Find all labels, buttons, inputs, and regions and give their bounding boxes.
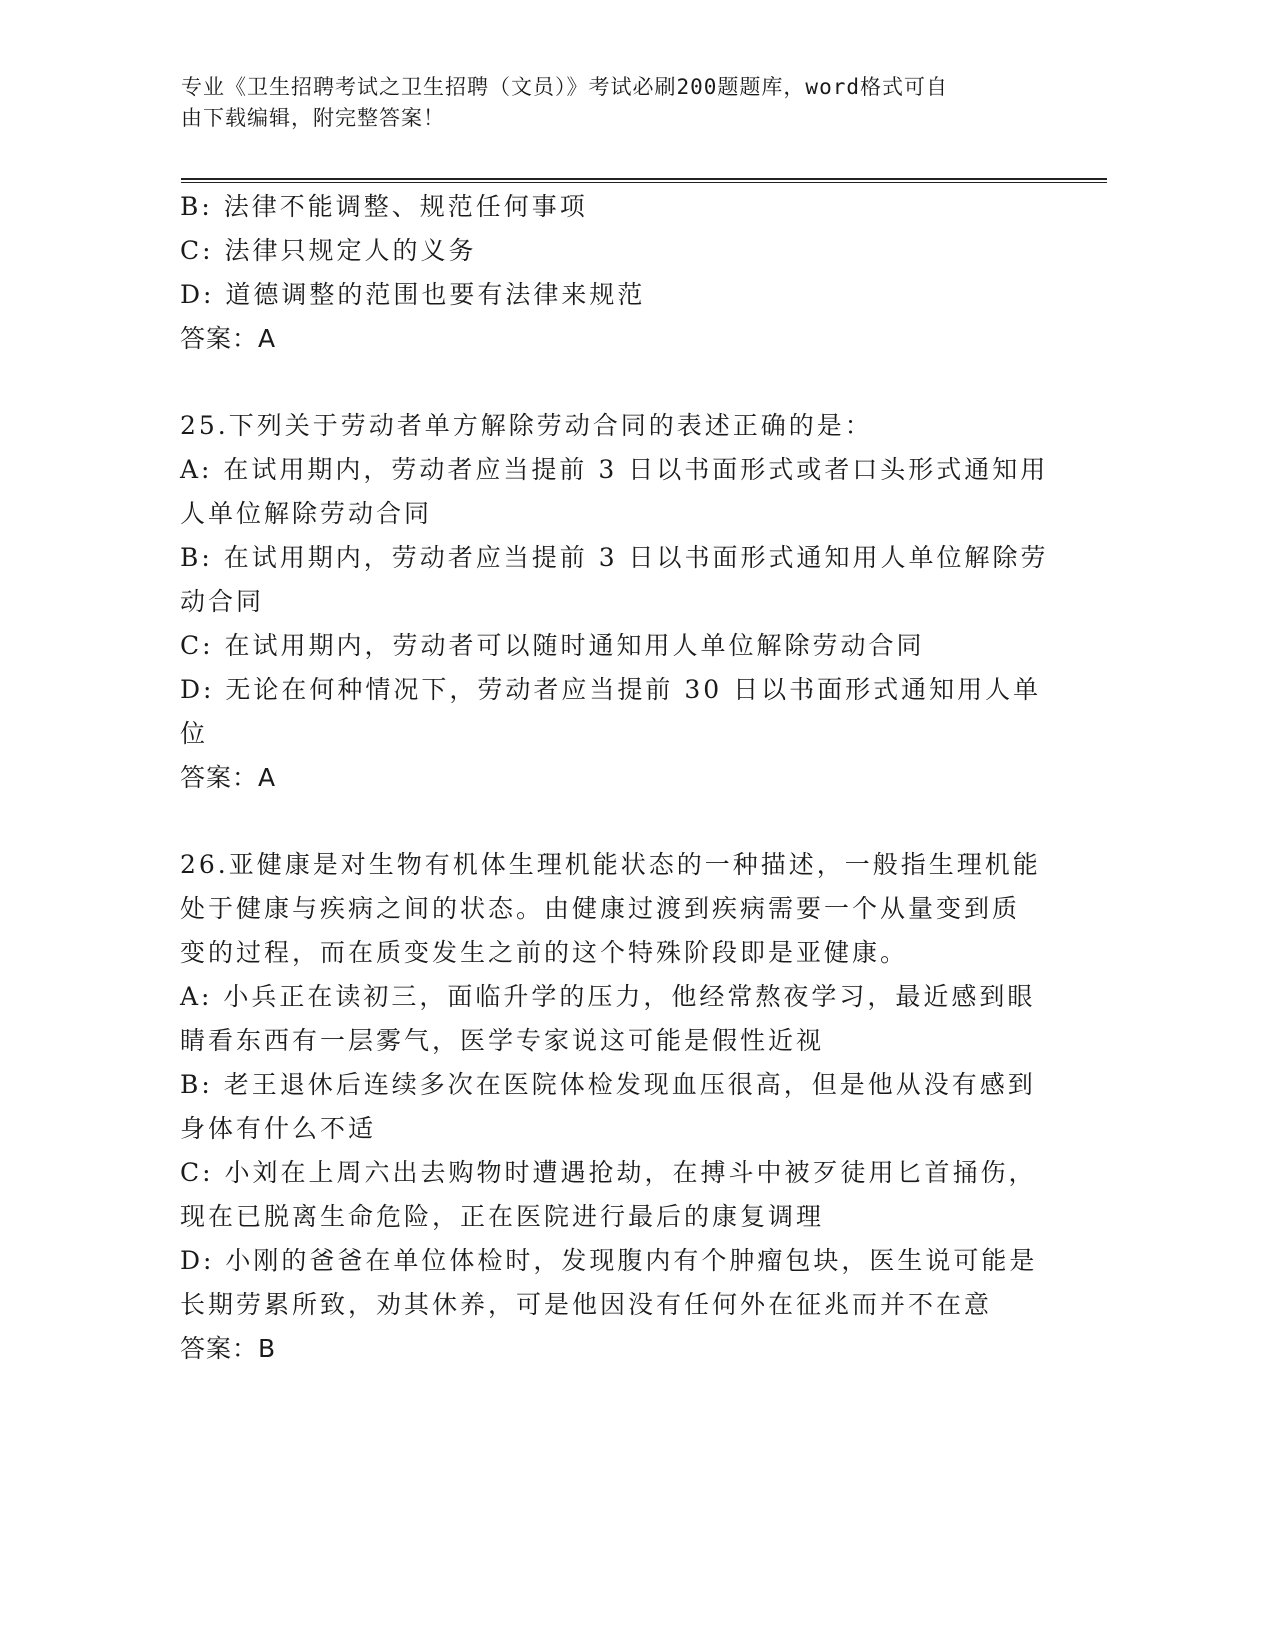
question-stem-cont: 处于健康与疾病之间的状态。由健康过渡到疾病需要一个从量变到质 (180, 894, 1021, 923)
option-b-cont: 身体有什么不适 (180, 1114, 377, 1143)
header-line: 专业《卫生招聘考试之卫生招聘（文员）》考试必刷200题题库，word格式可自 (181, 75, 948, 99)
option-c: C: 在试用期内，劳动者可以随时通知用人单位解除劳动合同 (180, 631, 925, 660)
option-b-cont: 动合同 (180, 587, 265, 616)
option-d-cont: 长期劳累所致，劝其休养，可是他因没有任何外在征兆而并不在意 (180, 1290, 993, 1319)
header-divider (181, 178, 1107, 183)
question-stem: 25.下列关于劳动者单方解除劳动合同的表述正确的是： (180, 411, 873, 440)
option-c: C: 小刘在上周六出去购物时遭遇抢劫，在搏斗中被歹徒用匕首捅伤， (180, 1158, 1037, 1187)
option-b: B: 老王退休后连续多次在医院体检发现血压很高，但是他从没有感到 (180, 1070, 1036, 1099)
option-d: D: 小刚的爸爸在单位体检时，发现腹内有个肿瘤包块，医生说可能是 (180, 1246, 1038, 1275)
option-c: C: 法律只规定人的义务 (180, 236, 477, 265)
option-a-cont: 睛看东西有一层雾气，医学专家说这可能是假性近视 (180, 1026, 825, 1055)
option-d: D: 无论在何种情况下，劳动者应当提前 30 日以书面形式通知用人单 (180, 675, 1042, 704)
option-d-cont: 位 (180, 719, 209, 748)
option-a: A: 小兵正在读初三，面临升学的压力，他经常熬夜学习，最近感到眼 (180, 982, 1036, 1011)
option-d: D: 道德调整的范围也要有法律来规范 (180, 280, 646, 309)
option-c-cont: 现在已脱离生命危险，正在医院进行最后的康复调理 (180, 1202, 825, 1231)
question-stem: 26.亚健康是对生物有机体生理机能状态的一种描述，一般指生理机能 (180, 850, 1041, 879)
page-header (181, 72, 1041, 134)
spacer (180, 800, 1040, 843)
question-26 (180, 843, 1040, 1371)
option-a: A: 在试用期内，劳动者应当提前 3 日以书面形式或者口头形式通知用 (180, 455, 1049, 484)
question-24 (180, 185, 1040, 361)
header-line: 由下载编辑，附完整答案！ (181, 106, 445, 130)
option-b: B: 在试用期内，劳动者应当提前 3 日以书面形式通知用人单位解除劳 (180, 543, 1049, 572)
question-stem-cont: 变的过程，而在质变发生之前的这个特殊阶段即是亚健康。 (180, 938, 909, 967)
answer-line: 答案：A (180, 324, 277, 353)
option-b: B: 法律不能调整、规范任何事项 (180, 192, 588, 221)
question-25 (180, 404, 1049, 800)
question-list (180, 185, 1049, 1371)
answer-line: 答案：A (180, 763, 277, 792)
spacer (180, 361, 1040, 404)
option-a-cont: 人单位解除劳动合同 (180, 499, 433, 528)
answer-line: 答案：B (180, 1334, 277, 1363)
